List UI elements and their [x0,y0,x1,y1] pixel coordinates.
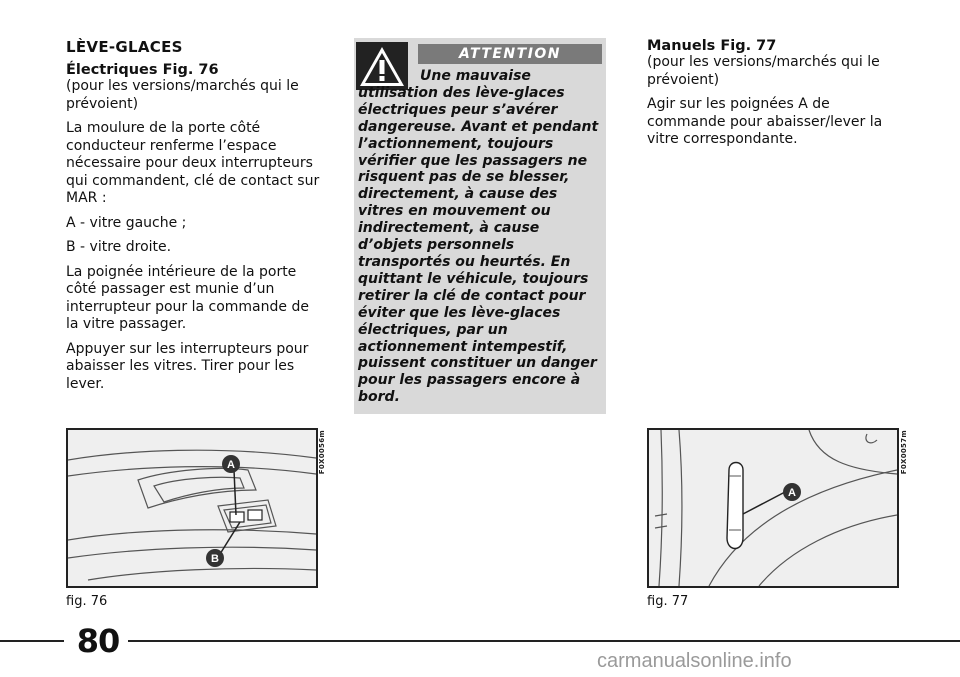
manual-subtitle: Manuels Fig. 77 [647,38,777,54]
left-paragraph: A - vitre gauche ; [66,214,187,231]
warning-text: Une mauvaise utilisation des lève-glaces électriques peur s’avérer dangereuse. Avant et pendant l’actionnement, toujours vérifier que les passagers ne risquent pas de se blesser, directement, à cause des vitres en mouvement ou indirectement, à cause d’objets personnels transportés ou heurtés. En quittant le véhicule, toujours retirer la clé de contact pour éviter que les lève-glaces électriques, par un actionnement intempestif, puissent constituer un danger pour les passagers encore à bord. [358,68,599,406]
fig76-caption: fig. 76 [66,594,108,609]
left-paragraph: Appuyer sur les interrupteurs pour abaisser les vitres. Tirer pour les lever. [66,340,309,392]
right-paragraph: Agir sur les poignées A de commande pour abaisser/lever la vitre correspondante. [647,96,883,147]
fig77-code: F0X0057m [900,430,908,475]
footer-rule-right [128,640,960,642]
footer-rule-left [0,640,64,642]
left-paragraph: La moulure de la porte côté conducteur renferme l’espace nécessaire pour deux interrupteurs qui commandent, clé de contact sur MAR : [66,120,320,206]
electric-subtitle: Électriques Fig. 76 [66,62,219,78]
left-paragraph: B - vitre droite. [66,239,172,255]
figure-77-illustration [647,428,899,588]
fig76-label-a: A [227,459,235,471]
warning-heading: ATTENTION [418,44,602,64]
right-column [647,38,897,156]
section-title: LÈVE-GLACES [66,38,183,56]
warning-box [354,38,606,414]
page-number: 80 [76,622,120,660]
fig76-label-b: B [211,553,219,565]
fig76-code: F0X0056m [318,430,326,475]
left-paragraph: La poignée intérieure de la porte côté passager est munie d’un interrupteur pour la commande de la vitre passager. [66,263,309,332]
watermark: carmanualsonline.info [597,650,792,672]
fig77-label-a: A [788,487,796,499]
left-paragraph: (pour les versions/marchés qui le prévoient) [66,78,299,112]
left-column [66,38,324,400]
figure-76-illustration [66,428,318,588]
right-paragraph: (pour les versions/marchés qui le prévoient) [647,54,880,88]
fig77-caption: fig. 77 [647,594,689,609]
